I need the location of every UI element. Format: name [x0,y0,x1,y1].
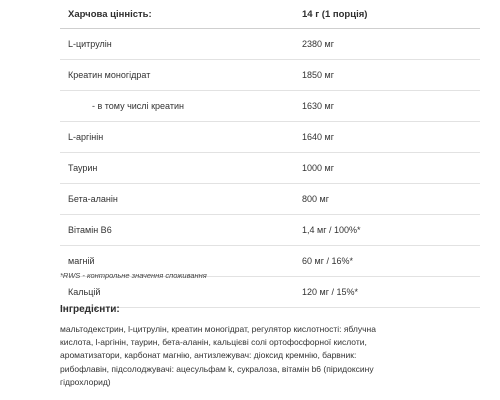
nutrient-value: 1850 мг [302,70,334,80]
nutrient-name: магній [68,256,95,266]
table-row [60,122,480,153]
ingredients-line: гідрохлорид) [60,376,111,387]
table-row [60,60,480,91]
rws-footnote: *RWS - контрольне значення споживання [60,271,207,280]
ingredients-text [60,323,450,389]
nutrient-value: 1630 мг [302,101,334,111]
nutrient-name: L-цитрулін [68,39,112,49]
nutrition-table [60,0,480,308]
nutrient-name-sub: - в тому числі креатин [92,101,184,111]
header-serving: 14 г (1 порція) [302,8,368,20]
ingredients-line: мальтодекстрин, l-цитрулін, креатин моногідрат, регулятор кислотності: яблучна [60,324,376,334]
nutrient-name: L-аргінін [68,132,104,142]
table-row [60,29,480,60]
nutrient-value: 60 мг / 16%* [302,256,353,266]
nutrient-name: Вітамін В6 [68,225,112,235]
nutrient-name: Таурин [68,163,98,173]
table-row [60,277,480,308]
table-row [60,215,480,246]
nutrient-value: 800 мг [302,194,329,204]
table-row [60,153,480,184]
table-header-row [60,0,480,29]
nutrient-value: 1640 мг [302,132,334,142]
nutrient-name: Кальцій [68,287,101,297]
nutrient-value: 120 мг / 15%* [302,287,359,297]
ingredients-line: кислота, l-аргінін, таурин, бета-аланін, кальцієві солі ортофосфорної кислоти, [60,337,367,348]
table-row [60,91,480,122]
header-label: Харчова цінність: [68,8,152,20]
ingredients-line: ароматизатори, карбонат магнію, антизлежувач: діоксид кремнію, барвник: [60,350,357,361]
nutrient-value: 1000 мг [302,163,334,173]
ingredients-title: Інгредієнти: [60,304,120,315]
nutrient-name: Креатин моногідрат [68,70,151,80]
nutrient-value: 2380 мг [302,39,334,49]
ingredients-line: рибофлавін, підсолоджувачі: ацесульфам k, сукралоза, вітамін b6 (піридоксину [60,363,374,374]
nutrient-name: Бета-аланін [68,194,118,204]
table-row [60,184,480,215]
nutrient-value: 1,4 мг / 100%* [302,225,361,235]
